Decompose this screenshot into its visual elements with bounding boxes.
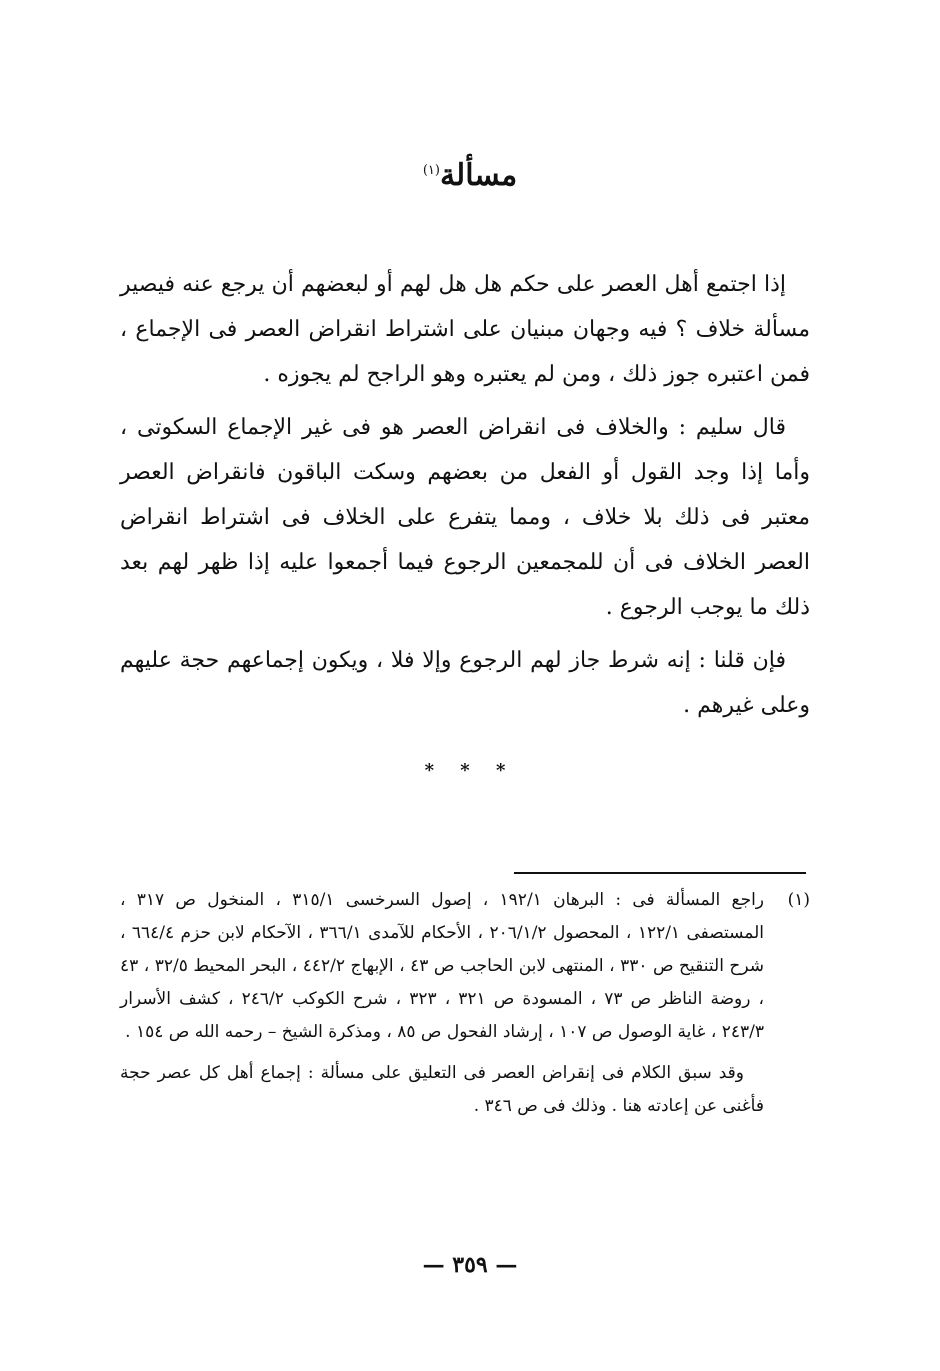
footnotes	[120, 884, 810, 1123]
section-title-text: مسألة	[439, 158, 518, 193]
page-number: — ٣٥٩ —	[422, 1252, 518, 1278]
body-text	[120, 262, 810, 736]
section-separator: * * *	[424, 760, 516, 781]
footnote-reference: (١)	[422, 163, 440, 178]
footnote-item	[120, 884, 810, 1049]
paragraph-2: قال سليم : والخلاف فى انقراض العصر هو فى غير الإجماع السكوتى ، وأما إذا وجد القول أو الفعل من بعضهم وسكت الباقون فانقراض العصر معتبر فى ذلك بلا خلاف ، ومما يتفرع على الخلاف فى اشتراط انقراض العصر الخلاف فى أن للمجمعين الرجوع فيما أجمعوا عليه إذا ظهر لهم بعد ذلك ما يوجب الرجوع .	[120, 415, 810, 620]
footnote-text: راجع المسألة فى : البرهان ١٩٢/١ ، إصول السرخسى ٣١٥/١ ، المنخول ص ٣١٧ ، المستصفى ١٢٢/١ ، المحصول ٢٠٦/١/٢ ، الأحكام للآمدى ٣٦٦/١ ، الآحكام لابن حزم ٦٦٤/٤ ، شرح التنقيح ص ٣٣٠ ، المنتهى لابن الحاجب ص ٤٣ ، الإبهاج ٤٤٢/٢ ، البحر المحيط ٣٢/٥ ، ٤٣ ، روضة الناظر ص ٧٣ ، المسودة ص ٣٢١ ، ٣٢٣ ، شرح الكوكب ٢٤٦/٢ ، كشف الأسرار ٢٤٣/٣ ، غاية الوصول ص ١٠٧ ، إرشاد الفحول ص ٨٥ ، ومذكرة الشيخ – رحمه الله ص ١٥٤ .	[120, 890, 765, 1042]
footnote-divider	[514, 872, 806, 874]
paragraph-3: فإن قلنا : إنه شرط جاز لهم الرجوع وإلا فلا ، ويكون إجماعهم حجة عليهم وعلى غيرهم .	[120, 648, 810, 718]
footnote-extra-note: وقد سبق الكلام فى إنقراض العصر فى التعليق على مسألة : إجماع أهل كل عصر حجة فأغنى عن إعادته هنا . وذلك فى ص ٣٤٦ .	[120, 1063, 764, 1116]
paragraph-1: إذا اجتمع أهل العصر على حكم هل هل لهم أو لبعضهم أن يرجع عنه فيصير مسألة خلاف ؟ فيه وجهان مبنيان على اشتراط انقراض العصر فى الإجماع ، فمن اعتبره جوز ذلك ، ومن لم يعتبره وهو الراجح لم يجوزه .	[120, 272, 810, 387]
section-title	[0, 158, 940, 193]
footnote-marker: (١)	[787, 890, 810, 910]
